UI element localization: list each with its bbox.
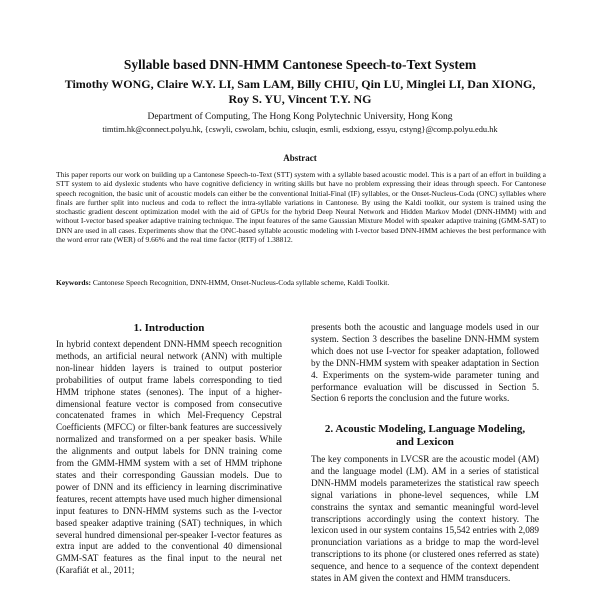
abstract-text: This paper reports our work on building up a Cantonese Speech-to-Text (STT) system with a syllable based acoustic model. This is a part of an effort in building a STT system to aid dyslexic students who have cognitive deficiency in writing skills but have no problem expressing their ideas through speech. For Cantonese speech recognition, the basic unit of acoustic models can either be the conventional Initial-Final (IF) syllables, or the Onset-Nucleus-Coda (ONC) syllables where finals are further split into nucleus and coda to reflect the intra-syllable variations in Cantonese. By using the Kaldi toolkit, our system is trained using the stochastic gradient descent optimization model with the aid of GPUs for the hybrid Deep Neural Network and Hidden Markov Model (DNN-HMM) with and without I-vector based speaker adaptive training technique. The input features of the same Gaussian Mixture Model with speaker adaptive training (GMM-SAT) to DNN are used in all cases. Experiments show that the ONC-based syllable acoustic modeling with I-vector based DNN-HMM achieves the best performance with the word error rate (WER) of 9.66% and the real time factor (RTF) of 1.38812.	[56, 170, 546, 245]
paper-title: Syllable based DNN-HMM Cantonese Speech-to-Text System	[123, 57, 477, 72]
section-1-continuation: presents both the acoustic and language models used in our system. Section 3 describes the baseline DNN-HMM system which does not use I-vector for speaker adaptation, followed by the DNN-HMM system with speaker adaptation in Section 4. Experiments on the system-wide parameter tuning and performance evaluation will be discussed in Section 5. Section 6 reports the conclusion and the future works.	[311, 322, 539, 404]
author-list	[40, 77, 560, 107]
left-column	[56, 322, 282, 577]
affiliation: Department of Computing, The Hong Kong Polytechnic University, Hong Kong	[147, 112, 453, 122]
keywords-label: Keywords:	[56, 278, 91, 287]
section-1-text: In hybrid context dependent DNN-HMM speech recognition methods, an artificial neural network (ANN) with multiple non-linear hidden layers is trained to output posterior probabilities of output frame labels corresponding to tied HMM triphone states (senones). The input of a higher-dimensional feature vector is composed from consecutive concatenated frames in which Mel-Frequency Cepstral Coefficients (MFCC) or filter-bank features are successively normalized and transformed on a per speaker basis. While the alignments and output labels for DNN training come from the GMM-HMM system with a set of HMM triphone states and their corresponding Gaussian models. Due to power of DNN and its efficiency in learning discriminative features, recent attempts have used much higher dimensional input features to DNN-HMM systems such as the I-vector based speaker adaptive training (SAT) techniques, in which several hundred dimensional per-speaker I-vector features as extra input are added to the conventional 40 dimensional GMM-SAT features as the final input to the neural net (Karafiát et al., 2011;	[56, 339, 282, 576]
section-2	[311, 423, 539, 585]
authors-line-1: Timothy WONG, Claire W.Y. LI, Sam LAM, Billy CHIU, Qin LU, Minglei LI, Dan XIONG,	[64, 77, 536, 91]
section-2-text: The key components in LVCSR are the acoustic model (AM) and the language model (LM). AM in a series of statistical DNN-HMM models parameterizes the statistical raw speech signal variations in phone-level sequences, while LM constrains the syntax and semantic meaningful word-level transcriptions accordingly using the context history. The lexicon used in our system contains 15,542 entries with 2,089 pronunciation variations as a bridge to map the word-level transcriptions to its phone (or clustered ones referred as state) sequence, and hence to a sequence of the context dependent states in AM given the context and HMM transducers.	[311, 454, 539, 584]
right-column	[311, 322, 539, 405]
author-emails: timtim.hk@connect.polyu.hk, {cswyli, cswolam, bchiu, csluqin, esmli, esdxiong, essyu, cstyng}@comp.polyu.edu.hk	[102, 125, 498, 134]
keywords-text: Cantonese Speech Recognition, DNN-HMM, Onset-Nucleus-Coda syllable scheme, Kaldi Toolkit.	[92, 278, 390, 287]
section-2-title-line-2: and Lexicon	[396, 436, 454, 448]
section-2-title-line-1: 2. Acoustic Modeling, Language Modeling,	[324, 423, 526, 435]
keywords	[56, 278, 546, 288]
authors-line-2: Roy S. YU, Vincent T.Y. NG	[228, 92, 372, 106]
section-1-title: 1. Introduction	[133, 322, 205, 334]
abstract-heading: Abstract	[283, 153, 317, 163]
